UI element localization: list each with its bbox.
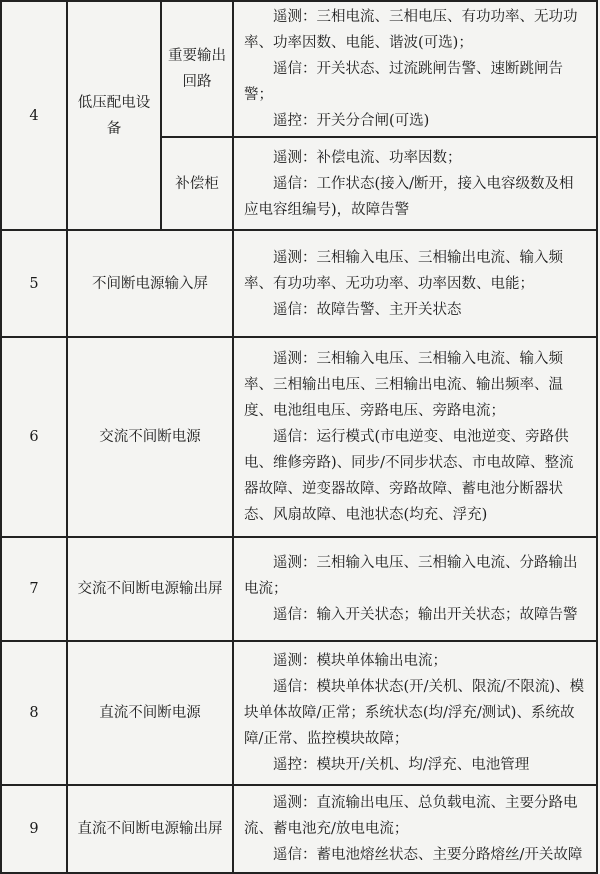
description-line: 遥测：三相输入电压、三相输入电流、输入频率、三相输出电压、三相输出电流、输出频率、温度、电池组电压、旁路电压、旁路电流； bbox=[244, 351, 563, 419]
row-number: 5 bbox=[1, 230, 67, 337]
monitoring-description bbox=[233, 337, 597, 537]
table-row bbox=[1, 641, 597, 785]
device-name: 不间断电源输入屏 bbox=[67, 230, 233, 337]
table-row bbox=[1, 537, 597, 641]
monitoring-description bbox=[233, 785, 597, 873]
description-line: 遥信：开关状态、过流跳闸告警、速断跳闸告警； bbox=[244, 61, 563, 103]
description-line: 遥信：模块单体状态(开/关机、限流/不限流)、模块单体故障/正常；系统状态(均/浮充/测试)、系统故障/正常、监控模块故障； bbox=[244, 679, 585, 747]
description-line: 遥测：直流输出电压、总负载电流、主要分路电流、蓄电池充/放电电流； bbox=[244, 795, 578, 837]
description-line: 遥信：工作状态(接入/断开，接入电容级数及相应电容组编号)，故障告警 bbox=[244, 175, 574, 218]
monitoring-description bbox=[233, 230, 597, 337]
description-line: 遥测：补偿电流、功率因数； bbox=[273, 149, 462, 166]
row-number: 4 bbox=[1, 1, 67, 230]
monitoring-description bbox=[233, 1, 597, 137]
description-line: 遥信：运行模式(市电逆变、电池逆变、旁路供电、维修旁路)、同步/不同步状态、市电故障、整流器故障、逆变器故障、旁路故障、蓄电池分断器状态、风扇故障、电池状态(均充、浮充) bbox=[244, 429, 574, 523]
description-line: 遥控：模块开/关机、均/浮充、电池管理 bbox=[273, 757, 530, 773]
monitoring-description bbox=[233, 137, 597, 230]
device-name: 交流不间断电源 bbox=[67, 337, 233, 537]
device-name: 直流不间断电源 bbox=[67, 641, 233, 785]
description-line: 遥信：输入开关状态；输出开关状态；故障告警 bbox=[273, 607, 578, 623]
description-line: 遥信：故障告警、主开关状态 bbox=[273, 301, 462, 318]
table-row bbox=[1, 1, 597, 137]
description-line: 遥测：三相输入电压、三相输出电流、输入频率、有功功率、无功功率、功率因数、电能； bbox=[244, 249, 563, 292]
device-name: 交流不间断电源输出屏 bbox=[67, 537, 233, 641]
description-line: 遥测：三相输入电压、三相输入电流、分路输出电流； bbox=[244, 555, 578, 597]
description-line: 遥测：三相电流、三相电压、有功功率、无功功率、功率因数、电能、谐波(可选)； bbox=[244, 9, 578, 51]
sub-item-label: 重要输出回路 bbox=[161, 1, 233, 137]
table-row bbox=[1, 230, 597, 337]
table-row bbox=[1, 785, 597, 873]
device-name: 直流不间断电源输出屏 bbox=[67, 785, 233, 873]
monitoring-description bbox=[233, 537, 597, 641]
description-line: 遥信：蓄电池熔丝状态、主要分路熔丝/开关故障 bbox=[273, 847, 583, 863]
sub-item-label: 补偿柜 bbox=[161, 137, 233, 230]
device-name: 低压配电设备 bbox=[67, 1, 161, 230]
row-number: 6 bbox=[1, 337, 67, 537]
row-number: 8 bbox=[1, 641, 67, 785]
description-line: 遥测：模块单体输出电流； bbox=[273, 653, 447, 669]
monitoring-description bbox=[233, 641, 597, 785]
description-line: 遥控：开关分合闸(可选) bbox=[273, 113, 430, 129]
table-row bbox=[1, 337, 597, 537]
row-number: 9 bbox=[1, 785, 67, 873]
row-number: 7 bbox=[1, 537, 67, 641]
